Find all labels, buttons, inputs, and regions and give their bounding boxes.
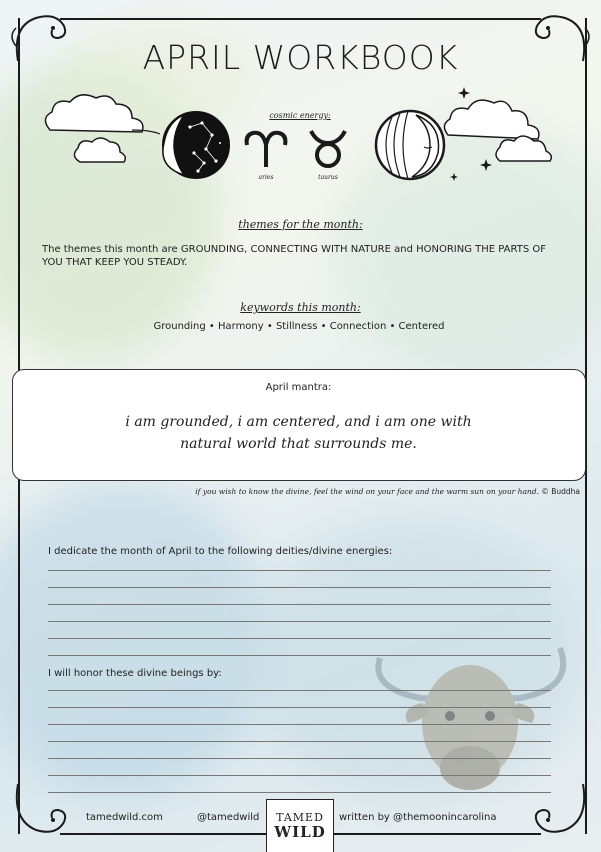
tamed-wild-logo	[266, 799, 334, 852]
themes-text: The themes this month are GROUNDING, CONNECTING WITH NATURE and HONORING THE PARTS OF YOU THAT KEEP YOU STEADY.	[42, 244, 547, 268]
themes-heading: themes for the month:	[238, 218, 363, 231]
logo-line-2: WILD	[274, 823, 326, 841]
footer-handle: @tamedwild	[197, 812, 260, 823]
writing-line[interactable]	[48, 707, 551, 708]
writing-line[interactable]	[48, 724, 551, 725]
writing-line[interactable]	[48, 758, 551, 759]
frame-bottom-rule	[334, 833, 541, 835]
keywords-text: Grounding • Harmony • Stillness • Connection • Centered	[153, 321, 445, 332]
moon-face-icon	[372, 105, 448, 185]
keywords-heading: keywords this month:	[240, 301, 361, 314]
writing-line[interactable]	[48, 690, 551, 691]
quote-attribution: © Buddha	[541, 487, 580, 496]
quote-text: if you wish to know the divine, feel the wind on your face and the warm sun on your hand.	[195, 487, 539, 496]
writing-line[interactable]	[48, 638, 551, 639]
frame-top-rule	[60, 18, 541, 20]
page-title: APRIL WORKBOOK	[142, 38, 459, 77]
writing-line[interactable]	[48, 741, 551, 742]
writing-line[interactable]	[48, 604, 551, 605]
footer-author: written by @themoonincarolina	[339, 812, 497, 823]
mantra-box	[12, 369, 586, 481]
corner-flourish-icon	[525, 780, 595, 846]
mantra-label: April mantra:	[265, 382, 332, 393]
aries-label: aries	[258, 174, 274, 181]
corner-flourish-icon	[6, 780, 76, 846]
honor-prompt: I will honor these divine beings by:	[48, 668, 222, 679]
mantra-line-1: i am grounded, i am centered, and i am one with	[125, 414, 472, 430]
quote	[130, 487, 580, 496]
aries-icon	[243, 125, 289, 171]
logo-line-1: TAMED	[276, 811, 324, 824]
writing-line[interactable]	[48, 570, 551, 571]
constellation-moon-icon	[160, 105, 232, 185]
cosmic-energy-label: cosmic energy:	[269, 111, 331, 120]
cloud-right-icon	[440, 85, 565, 185]
dedication-prompt: I dedicate the month of April to the following deities/divine energies:	[48, 546, 393, 557]
mantra-line-2: natural world that surrounds me.	[180, 436, 417, 452]
writing-line[interactable]	[48, 775, 551, 776]
writing-line[interactable]	[48, 655, 551, 656]
cloud-left-icon	[40, 90, 170, 170]
frame-bottom-rule	[60, 833, 266, 835]
taurus-icon	[307, 125, 349, 171]
writing-line[interactable]	[48, 621, 551, 622]
footer-website: tamedwild.com	[86, 812, 163, 823]
writing-line[interactable]	[48, 792, 551, 793]
taurus-label: taurus	[318, 174, 338, 181]
writing-line[interactable]	[48, 587, 551, 588]
